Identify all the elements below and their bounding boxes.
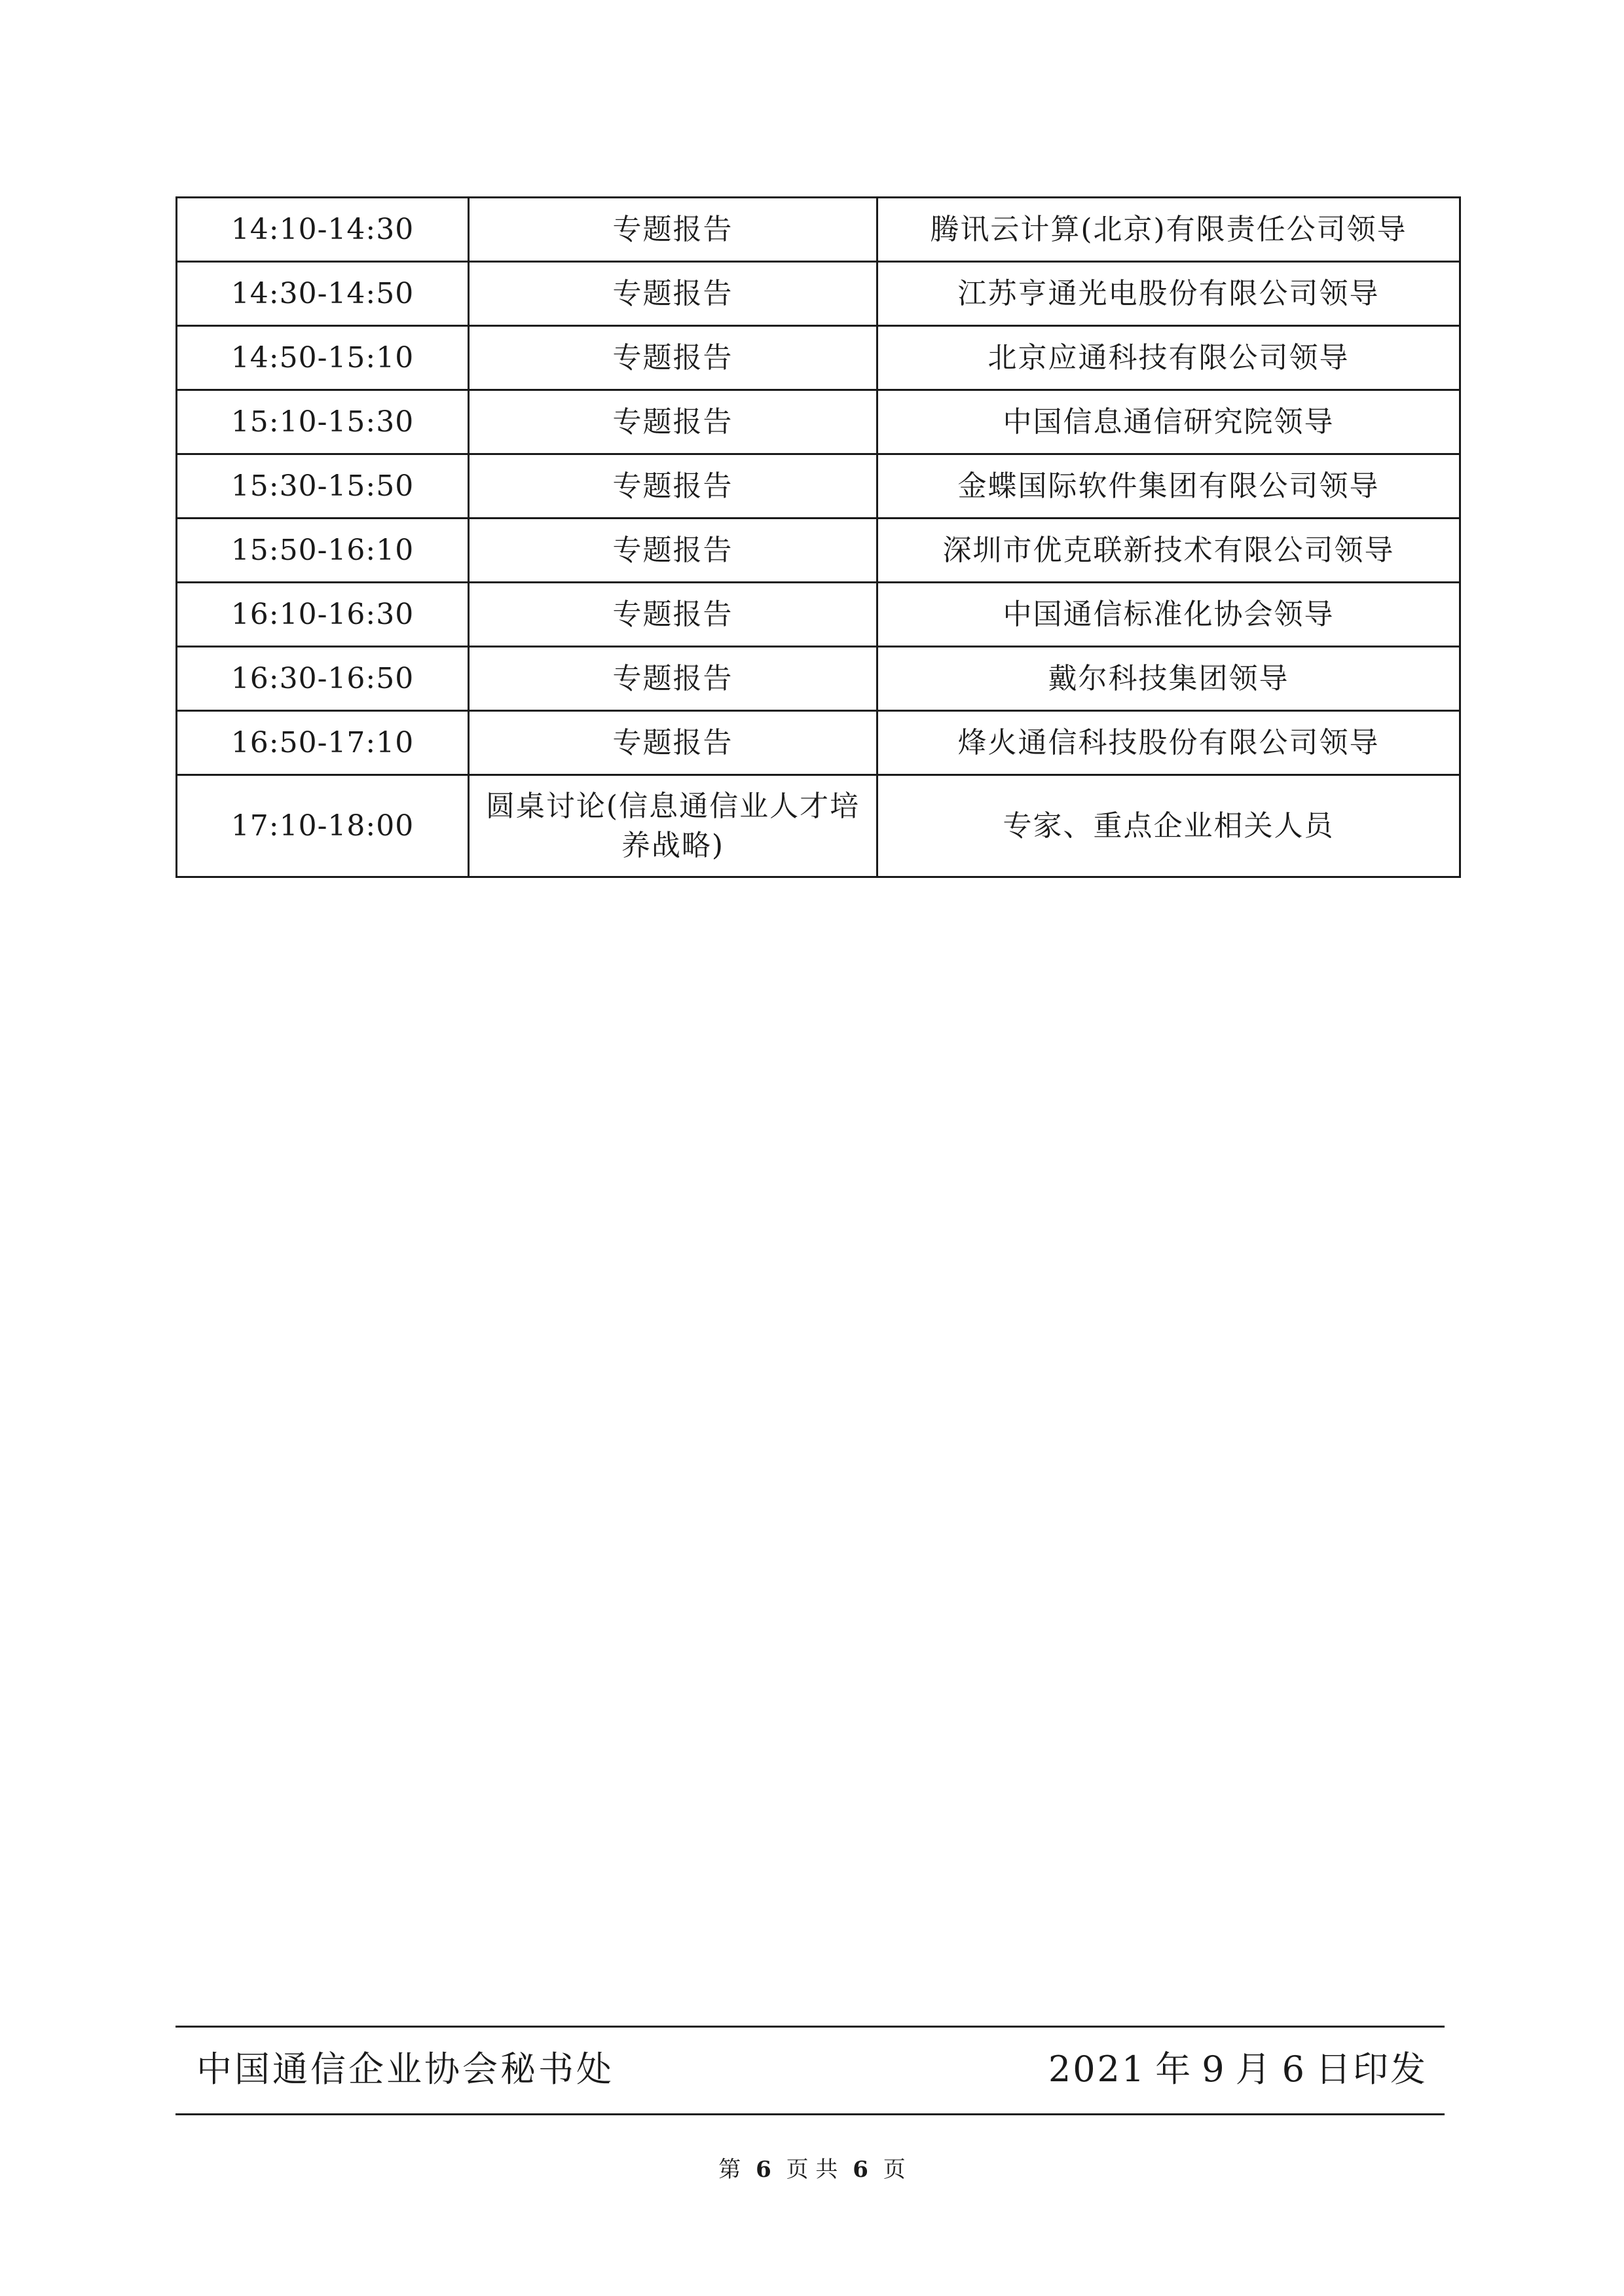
speaker-cell: 中国信息通信研究院领导: [877, 390, 1460, 454]
table-row: [177, 519, 1460, 583]
issuer-name: 中国通信企业协会秘书处: [196, 2049, 614, 2090]
topic-cell: 专题报告: [469, 583, 877, 647]
print-month: 9: [1202, 2049, 1227, 2090]
time-cell: 14:50-15:10: [177, 326, 469, 390]
speaker-cell: 中国通信标准化协会领导: [877, 583, 1460, 647]
print-year: 2021: [1048, 2049, 1147, 2090]
print-date: [1048, 2047, 1428, 2092]
time-cell: 16:50-17:10: [177, 711, 469, 775]
time-cell: 14:10-14:30: [177, 198, 469, 262]
time-cell: 15:30-15:50: [177, 454, 469, 519]
topic-cell: 专题报告: [469, 519, 877, 583]
schedule-table: [175, 196, 1461, 878]
footer-top-rule: [175, 2026, 1445, 2028]
table-row: [177, 647, 1460, 711]
table-row: [177, 390, 1460, 454]
speaker-cell: 烽火通信科技股份有限公司领导: [877, 711, 1460, 775]
speaker-cell: 金蝶国际软件集团有限公司领导: [877, 454, 1460, 519]
table-row: [177, 711, 1460, 775]
footer-bottom-rule: [175, 2113, 1445, 2115]
topic-cell: 专题报告: [469, 198, 877, 262]
speaker-cell: 北京应通科技有限公司领导: [877, 326, 1460, 390]
page-number-total: 6: [853, 2157, 868, 2183]
print-day: 6: [1282, 2049, 1306, 2090]
time-cell: 16:10-16:30: [177, 583, 469, 647]
speaker-cell: 戴尔科技集团领导: [877, 647, 1460, 711]
page-number-prefix: 第: [718, 2157, 741, 2183]
table-row: [177, 583, 1460, 647]
speaker-cell: 专家、重点企业相关人员: [877, 775, 1460, 877]
time-cell: 16:30-16:50: [177, 647, 469, 711]
time-cell: 17:10-18:00: [177, 775, 469, 877]
page-number: [0, 2155, 1624, 2184]
table-row: [177, 775, 1460, 877]
page-number-suffix: 页: [883, 2157, 906, 2183]
table-row: [177, 198, 1460, 262]
topic-cell: 专题报告: [469, 711, 877, 775]
print-month-unit: 月: [1235, 2049, 1273, 2090]
table-row: [177, 262, 1460, 326]
time-cell: 15:10-15:30: [177, 390, 469, 454]
topic-cell: 专题报告: [469, 647, 877, 711]
topic-cell: 圆桌讨论(信息通信业人才培养战略): [469, 775, 877, 877]
speaker-cell: 深圳市优克联新技术有限公司领导: [877, 519, 1460, 583]
speaker-cell: 江苏亨通光电股份有限公司领导: [877, 262, 1460, 326]
table-row: [177, 326, 1460, 390]
topic-cell: 专题报告: [469, 326, 877, 390]
print-year-unit: 年: [1155, 2049, 1193, 2090]
topic-cell: 专题报告: [469, 454, 877, 519]
page-number-current: 6: [756, 2157, 771, 2183]
time-cell: 15:50-16:10: [177, 519, 469, 583]
table-row: [177, 454, 1460, 519]
topic-cell: 专题报告: [469, 262, 877, 326]
time-cell: 14:30-14:50: [177, 262, 469, 326]
speaker-cell: 腾讯云计算(北京)有限责任公司领导: [877, 198, 1460, 262]
topic-cell: 专题报告: [469, 390, 877, 454]
print-day-unit: 日印发: [1316, 2049, 1428, 2090]
page-number-middle: 页 共: [786, 2157, 838, 2183]
